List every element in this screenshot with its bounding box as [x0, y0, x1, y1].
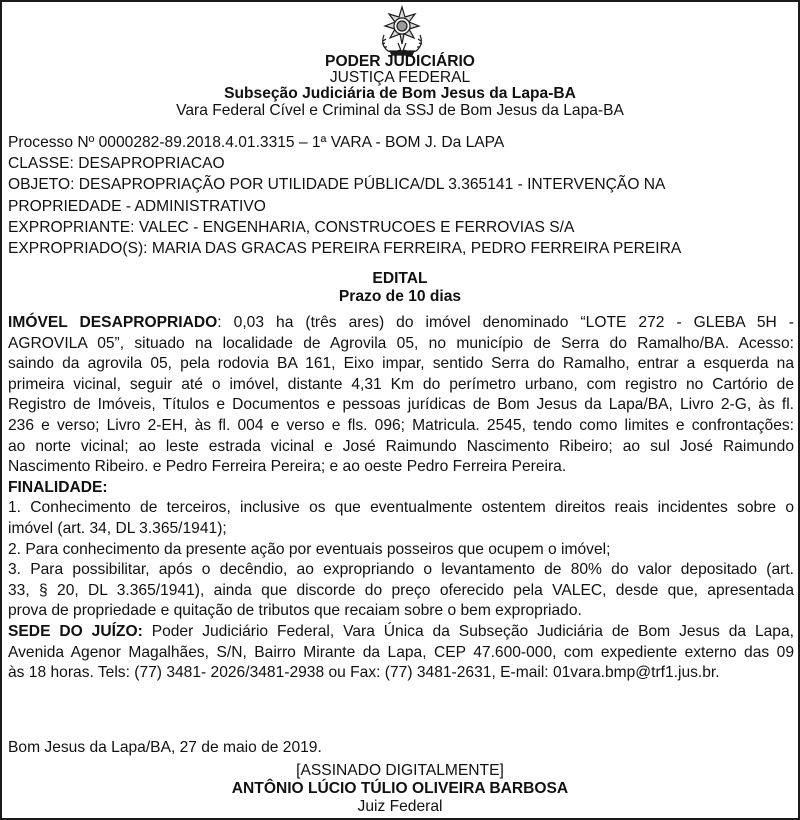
classe-line: CLASSE: DESAPROPRIACAO [8, 155, 225, 173]
imovel-line: 236 e verso; Livro 2-EH, às fl. 004 e verso e fls. 096; Matricula. 2545, tendo como limites e confrontações: [8, 416, 794, 434]
judge-name: ANTÔNIO LÚCIO TÚLIO OLIVEIRA BARBOSA [231, 779, 569, 797]
imovel-line: Nascimento Ribeiro. e Pedro Ferreira Pereira; e ao oeste Pedro Ferreira Pereira. [8, 458, 567, 476]
judge-role: Juiz Federal [357, 797, 443, 815]
finalidade-item-3: 33, § 20, DL 3.365/1941), ainda que discorde do preço oferecido pela VALEC, desde que, apresentada [8, 581, 794, 599]
header-justica-federal: JUSTIÇA FEDERAL [329, 69, 471, 87]
finalidade-item-1: imóvel (art. 34, DL 3.365/1941); [8, 519, 227, 537]
expropriante-line: EXPROPRIANTE: VALEC - ENGENHARIA, CONSTRUCOES E FERROVIAS S/A [8, 218, 575, 236]
processo-line: Processo Nº 0000282-89.2018.4.01.3315 – 1ª VARA - BOM J. Da LAPA [8, 134, 505, 151]
finalidade-item-3: 3. Para possibilitar, após o decêndio, ao expropriando o levantamento de 80% do valor depositado (art. [8, 561, 794, 579]
objeto-line-2: PROPRIEDADE - ADMINISTRATIVO [8, 197, 266, 215]
edital-subtitle: Prazo de 10 dias [338, 287, 462, 305]
signature-block [2, 762, 798, 815]
sede-line: Avenida Agenor Magalhães, S/N, Bairro Mirante da Lapa, CEP 47.600-000, com expediente externo das 09 [8, 643, 794, 661]
imovel-label: IMÓVEL DESAPROPRIADO [8, 314, 218, 331]
date-line: Bom Jesus da Lapa/BA, 27 de maio de 2019. [8, 739, 322, 756]
imovel-line: Registro de Imóveis, Títulos e Documentos e pessoas jurídicas de Bom Jesus da Lapa/BA, Livro 2-G, às fl. [8, 396, 794, 414]
sede-label: SEDE DO JUÍZO: [8, 622, 143, 640]
header-poder-judiciario: PODER JUDICIÁRIO [325, 53, 475, 70]
edital-title: EDITAL [372, 270, 428, 287]
signature-digital: [ASSINADO DIGITALMENTE] [296, 762, 504, 779]
sede-line: às 18 horas. Tels: (77) 3481- 2026/3481-2938 ou Fax: (77) 3481-2631, E-mail: 01vara.bmp@trf1.jus.br. [8, 664, 720, 682]
process-metadata [8, 132, 792, 259]
finalidade-item-3: prova de propriedade e quitação de tributos que recaiam sobre o bem expropriado. [8, 602, 582, 620]
finalidade-item-1: 1. Conhecimento de terceiros, inclusive os que eventualmente ostentem direitos reais incidentes sobre o [8, 499, 794, 517]
imovel-line: primeira vicinal, seguir até o imóvel, distante 4,31 Km do perímetro urbano, com registro no Cartório de [8, 375, 794, 393]
imovel-line: saindo da agrovila 05, pela rodovia BA 161, Eixo impar, sentido Serra do Ramalho, entrar a esquerda na [8, 355, 794, 373]
imovel-line: AGROVILA 05”, situado na localidade de Agrovila 05, no município de Serra do Ramalho/BA. Acesso: [8, 334, 794, 352]
expropriados-line: EXPROPRIADO(S): MARIA DAS GRACAS PEREIRA FERREIRA, PEDRO FERREIRA PEREIRA [8, 240, 682, 258]
sede-line: SEDE DO JUÍZO: Poder Judiciário Federal, Vara Única da Subseção Judiciária de Bom Jesus da Lapa, [8, 622, 794, 640]
header-vara: Vara Federal Cível e Criminal da SSJ de Bom Jesus da Lapa-BA [176, 101, 624, 119]
court-header [2, 54, 798, 119]
finalidade-title: FINALIDADE: [8, 478, 108, 496]
header-subsecao: Subseção Judiciária de Bom Jesus da Lapa-BA [224, 85, 576, 103]
finalidade-item-2: 2. Para conhecimento da presente ação por eventuais posseiros que ocupem o imóvel; [8, 540, 611, 558]
edital-body [8, 313, 794, 684]
edital-heading [2, 270, 798, 305]
imovel-line: IMÓVEL DESAPROPRIADO: 0,03 ha (três ares) do imóvel denominado “LOTE 272 - GLEBA 5H - [8, 314, 794, 331]
imovel-line: ao norte vicinal; ao leste estrada vicinal e José Raimundo Nascimento Ribeiro; ao sul José Raimundo [8, 437, 794, 455]
objeto-line-1: OBJETO: DESAPROPRIAÇÃO POR UTILIDADE PÚBLICA/DL 3.365141 - INTERVENÇÃO NA [8, 176, 666, 194]
brazil-coat-of-arms-icon [374, 5, 430, 57]
